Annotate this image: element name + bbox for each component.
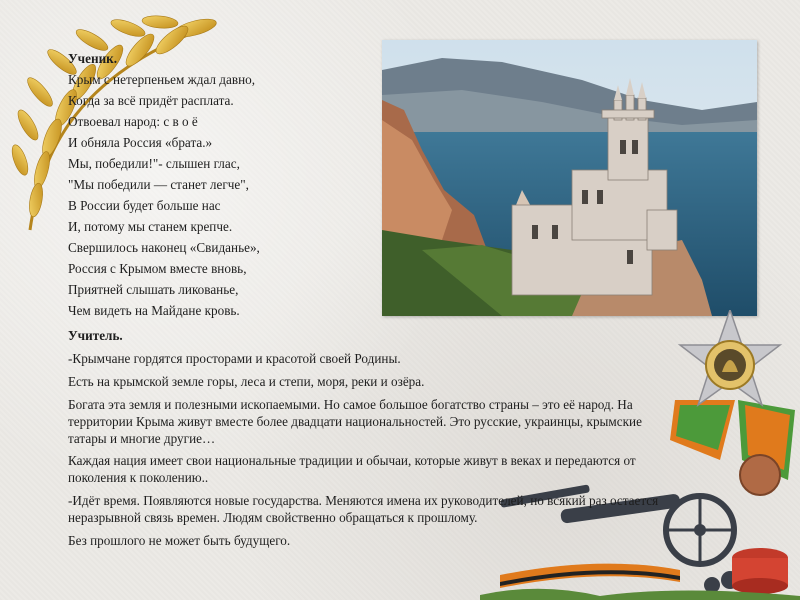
teacher-paragraph: Богата эта земля и полезными ископаемыми. Но самое большое богатство страны – это её народ. На территории Крыма живут вместе более двадцати национальностей. Это русские, украинцы, крымские татары и многие другие… (68, 397, 642, 446)
teacher-paragraph: Каждая нация имеет свои национальные традиции и обычаи, которые живут в веках и передаются от поколения к поколению.. (68, 453, 636, 485)
poem (68, 48, 368, 321)
poem-line: Крым с нетерпеньем ждал давно, (68, 72, 256, 87)
poem-line: Россия с Крымом вместе вновь, (68, 261, 247, 276)
teacher-paragraph: -Идёт время. Появляются новые государства. Меняются имена их руководителей, но всякий раз остается неразрывной связь времен. Людям свойственно обращаться к прошлому. (68, 493, 659, 525)
poem-line: Чем видеть на Майдане кровь. (68, 303, 240, 318)
teacher-role: Учитель. (68, 328, 123, 343)
swallows-nest-castle-photo (382, 40, 757, 316)
poem-line: И, потому мы станем крепче. (68, 219, 233, 234)
teacher-paragraph: Есть на крымской земле горы, леса и степи, моря, реки и озёра. (68, 374, 425, 389)
poem-line: И обняла Россия «брата.» (68, 135, 213, 150)
poem-line: Мы, победили!"- слышен глас, (68, 156, 240, 171)
poem-line: В России будет больше нас (68, 198, 221, 213)
poem-line: Отвоевал народ: с в о ё (68, 114, 198, 129)
teacher-paragraph: -Крымчане гордятся просторами и красотой своей Родины. (68, 351, 401, 366)
pupil-role: Ученик. (68, 51, 118, 66)
poem-line: "Мы победили — станет легче", (68, 177, 249, 192)
poem-line: Свершилось наконец «Свиданье», (68, 240, 260, 255)
teacher-paragraph: Без прошлого не может быть будущего. (68, 533, 291, 548)
poem-line: Когда за всё придёт расплата. (68, 93, 234, 108)
poem-line: Приятней слышать ликованье, (68, 282, 239, 297)
